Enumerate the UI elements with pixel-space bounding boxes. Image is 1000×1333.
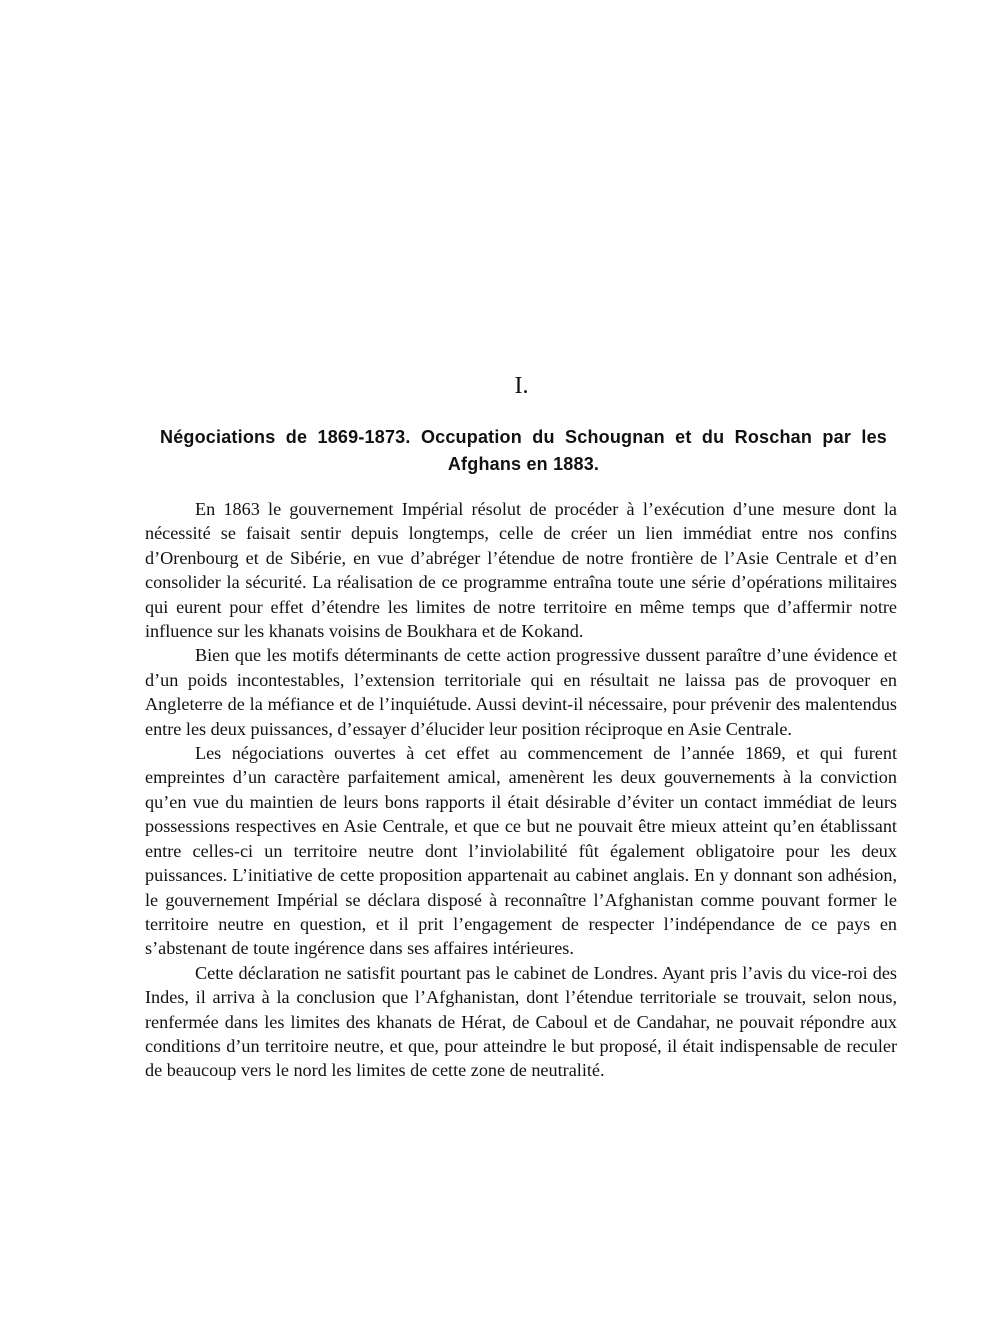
chapter-title: Négociations de 1869-1873. Occupation du Schougnan et du Roschan par les Afghans en 1883.: [160, 427, 887, 474]
paragraph: Bien que les motifs déterminants de cette action progressive dussent paraître d’une évidence et d’un poids incontestables, l’extension territoriale qui en résultait ne laissa pas de provoquer en Angleterre de la méfiance et de l’inquiétude. Aussi devint-il nécessaire, pour prévenir des malentendus entre les deux puissances, d’essayer d’élucider leur position réciproque en Asie Centrale.: [145, 645, 897, 739]
paragraph: Les négociations ouvertes à cet effet au commencement de l’année 1869, et qui furent empreintes d’un caractère parfaitement amical, amenèrent les deux gouvernements à la conviction qu’en vue du maintien de leurs bons rapports il était désirable d’éviter un contact immédiat de leurs possessions respectives en Asie Centrale, et que ce but ne pouvait être mieux atteint qu’en établissant entre celles-ci un territoire neutre dont l’inviolabilité fût également obligatoire pour les deux puissances. L’initiative de cette proposition appartenait au cabinet anglais. En y donnant son adhésion, le gouvernement Impérial se déclara disposé à reconnaître l’Afghanistan comme pouvant former le territoire neutre en question, et il prit l’engagement de respecter l’indépendance de ce pays en s’abstenant de toute ingérence dans ses affaires intérieures.: [145, 743, 897, 959]
section-number: I.: [514, 373, 529, 399]
body-text: [145, 497, 897, 1083]
paragraph: Cette déclaration ne satisfit pourtant pas le cabinet de Londres. Ayant pris l’avis du vice-roi des Indes, il arriva à la conclusion que l’Afghanistan, dont l’étendue territoriale se trouvait, selon nous, renfermée dans les limites des khanats de Hérat, de Caboul et de Candahar, ne pouvait répondre aux conditions d’un territoire neutre, et que, pour atteindre le but proposé, il était indispensable de reculer de beaucoup vers le nord les limites de cette zone de neutralité.: [145, 962, 897, 1081]
paragraph: En 1863 le gouvernement Impérial résolut de procéder à l’exécution d’une mesure dont la nécessité se faisait sentir depuis longtemps, celle de créer un lien immédiat entre nos confins d’Orenbourg et de Sibérie, en vue d’abréger l’étendue de notre frontière de l’Asie Centrale et d’en consolider la sécurité. La réalisation de ce programme entraîna toute une série d’opérations militaires qui eurent pour effet d’étendre les limites de notre territoire en même temps que d’affermir notre influence sur les khanats voisins de Boukhara et de Kokand.: [145, 499, 897, 642]
